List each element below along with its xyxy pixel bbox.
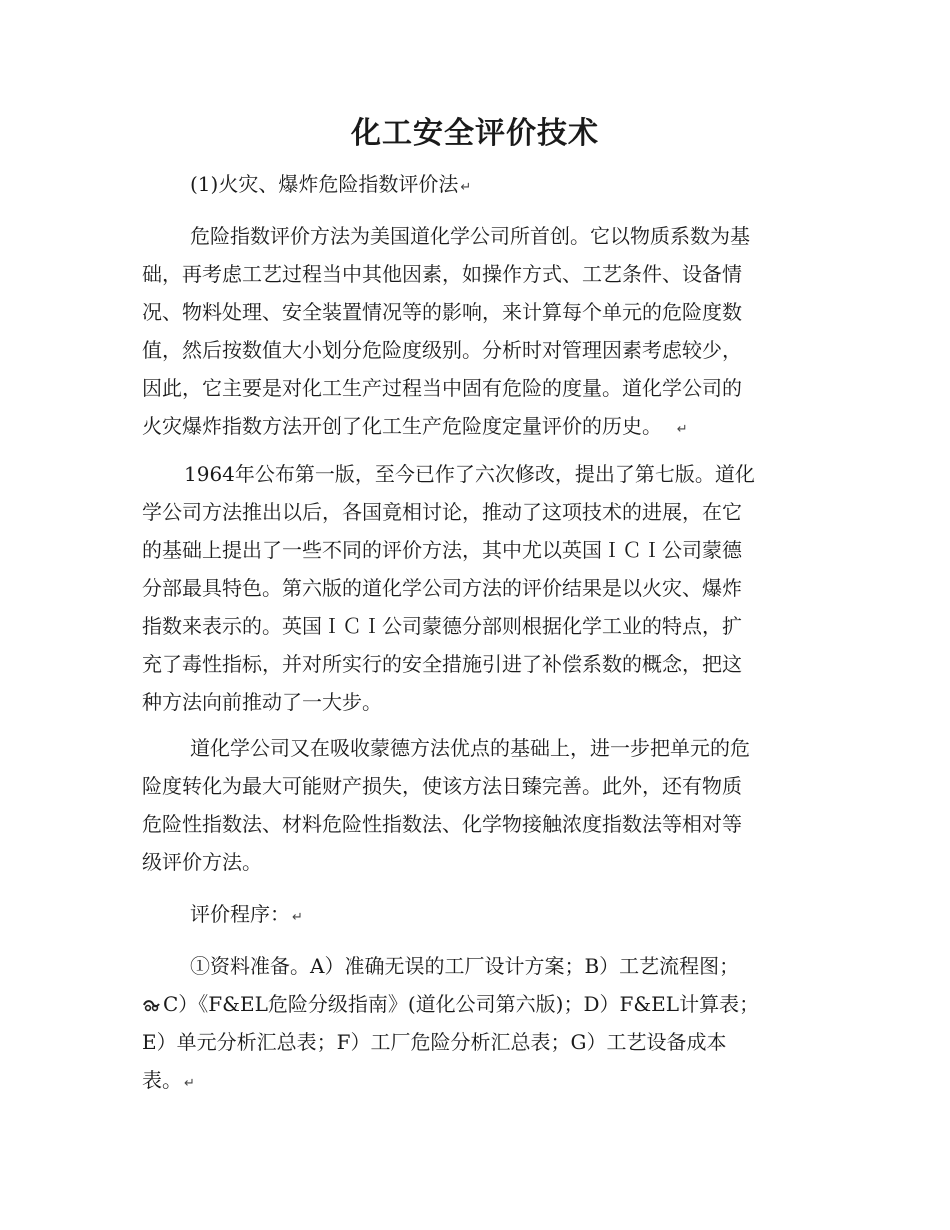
paragraph-2-line-7: 种方法向前推动了一大步。 [142, 690, 382, 714]
paragraph-2-line-2: 学公司方法推出以后，各国竟相讨论，推动了这项技术的进展，在它 [142, 500, 742, 524]
paragraph-1-line-5: 因此，它主要是对化工生产过程当中固有危险的度量。道化学公司的 [142, 376, 742, 400]
paragraph-2-line-1: 1964年公布第一版，至今已作了六次修改，提出了第七版。道化 [184, 462, 755, 486]
paragraph-mark-icon: ↵ [184, 1076, 195, 1091]
paragraph-4-line-3: E）单元分析汇总表；F）工厂危险分析汇总表；G）工艺设备成本 [142, 1030, 727, 1054]
paragraph-4-line-2-text: C）《F&EL危险分级指南》(道化公司第六版)；D）F&EL计算表； [163, 992, 760, 1016]
paragraph-1-line-4: 值，然后按数值大小划分危险度级别。分析时对管理因素考虑较少， [142, 338, 742, 362]
paragraph-3-line-2: 险度转化为最大可能财产损失，使该方法日臻完善。此外，还有物质 [142, 774, 742, 798]
anchor-hook-icon [142, 989, 162, 1009]
paragraph-3-line-1: 道化学公司又在吸收蒙德方法优点的基础上，进一步把单元的危 [190, 736, 750, 760]
paragraph-4-line-2 [142, 986, 759, 1022]
paragraph-3-line-3: 危险性指数法、材料危险性指数法、化学物接触浓度指数法等相对等 [142, 812, 742, 836]
paragraph-1-line-2: 础，再考虑工艺过程当中其他因素，如操作方式、工艺条件、设备情 [142, 262, 742, 286]
paragraph-2-line-6: 充了毒性指标，并对所实行的安全措施引进了补偿系数的概念，把这 [142, 652, 742, 676]
paragraph-1-line-1: 危险指数评价方法为美国道化学公司所首创。它以物质系数为基 [190, 224, 750, 248]
paragraph-1-line-6-text: 火灾爆炸指数方法开创了化工生产危险度定量评价的历史。 [142, 414, 662, 438]
paragraph-1-line-3: 况、物料处理、安全装置情况等的影响，来计算每个单元的危险度数 [142, 300, 742, 324]
paragraph-mark-icon: ↵ [292, 910, 303, 925]
paragraph-2-line-5: 指数来表示的。英国ＩＣＩ公司蒙德分部则根据化学工业的特点，扩 [142, 614, 742, 638]
paragraph-2-line-3: 的基础上提出了一些不同的评价方法，其中尤以英国ＩＣＩ公司蒙德 [142, 538, 742, 562]
paragraph-mark-icon: ↵ [460, 180, 472, 195]
paragraph-4-line-4-text: 表。 [142, 1068, 182, 1092]
paragraph-1-line-6 [142, 408, 688, 444]
paragraph-2-line-4: 分部最具特色。第六版的道化学公司方法的评价结果是以火灾、爆炸 [142, 576, 742, 600]
paragraph-mark-icon: ↵ [676, 422, 688, 437]
section-heading [190, 166, 471, 202]
document-title: 化工安全评价技术 [351, 116, 599, 151]
program-heading-text: 评价程序： [190, 902, 290, 926]
program-heading [190, 896, 303, 932]
paragraph-4-line-1: ①资料准备。A）准确无误的工厂设计方案；B）工艺流程图； [190, 954, 740, 978]
section-heading-text: (1)火灾、爆炸危险指数评价法 [190, 172, 459, 196]
paragraph-4-line-4 [142, 1062, 195, 1098]
paragraph-3-line-4: 级评价方法。 [142, 850, 262, 874]
